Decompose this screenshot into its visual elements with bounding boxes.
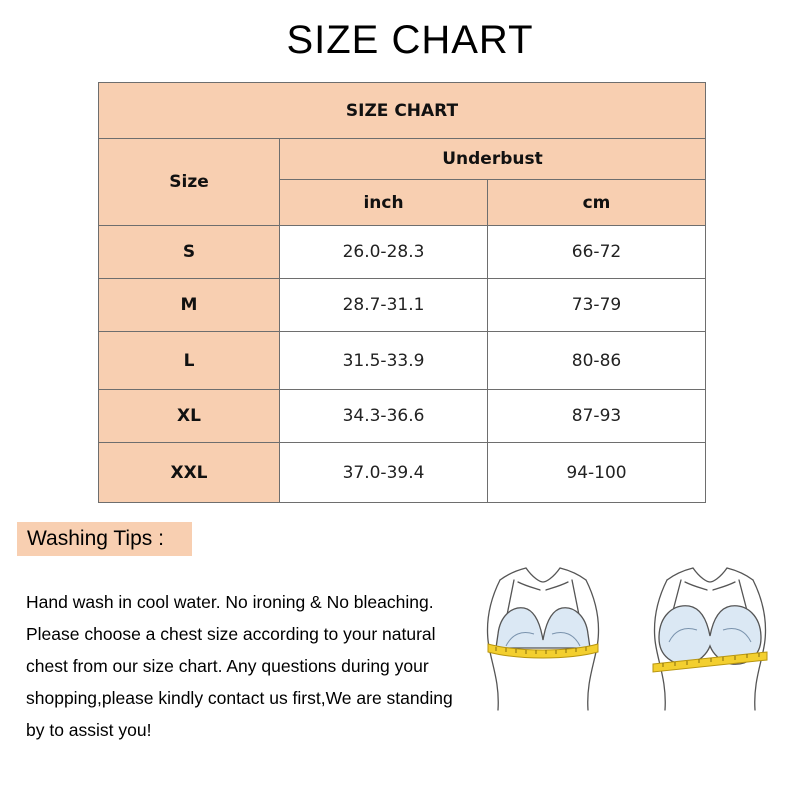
inch-cell: 31.5-33.9: [280, 332, 488, 390]
washing-tips-text: [26, 586, 496, 746]
cm-column-header: cm: [488, 180, 706, 226]
size-cell: XXL: [99, 443, 280, 503]
size-cell: L: [99, 332, 280, 390]
table-title: SIZE CHART: [99, 83, 706, 139]
size-chart-table: [98, 82, 706, 503]
inch-column-header: inch: [280, 180, 488, 226]
size-cell: S: [99, 226, 280, 279]
cm-cell: 87-93: [488, 390, 706, 443]
washing-tips-label: Washing Tips :: [17, 522, 192, 556]
size-cell: XL: [99, 390, 280, 443]
table-row: [99, 332, 706, 390]
table-row: [99, 390, 706, 443]
cm-cell: 94-100: [488, 443, 706, 503]
cm-cell: 73-79: [488, 279, 706, 332]
size-cell: M: [99, 279, 280, 332]
table-row: [99, 279, 706, 332]
page-title: SIZE CHART: [286, 18, 534, 62]
underbust-header: Underbust: [280, 139, 706, 180]
bust-measure-illustration: [645, 560, 775, 720]
inch-cell: 34.3-36.6: [280, 390, 488, 443]
inch-cell: 26.0-28.3: [280, 226, 488, 279]
inch-cell: 28.7-31.1: [280, 279, 488, 332]
table-row: [99, 443, 706, 503]
washing-tips-line: chest from our size chart. Any questions during your: [26, 656, 429, 676]
cm-cell: 66-72: [488, 226, 706, 279]
table-header-row: [99, 139, 706, 180]
inch-cell: 37.0-39.4: [280, 443, 488, 503]
table-row: [99, 226, 706, 279]
washing-tips-line: shopping,please kindly contact us first,We are standing: [26, 688, 453, 708]
washing-tips-line: Hand wash in cool water. No ironing & No bleaching.: [26, 592, 434, 612]
size-column-header: Size: [99, 139, 280, 226]
washing-tips-line: Please choose a chest size according to your natural: [26, 624, 436, 644]
table-title-row: [99, 83, 706, 139]
washing-tips-line: by to assist you!: [26, 720, 152, 740]
underbust-measure-illustration: [478, 560, 608, 720]
cm-cell: 80-86: [488, 332, 706, 390]
